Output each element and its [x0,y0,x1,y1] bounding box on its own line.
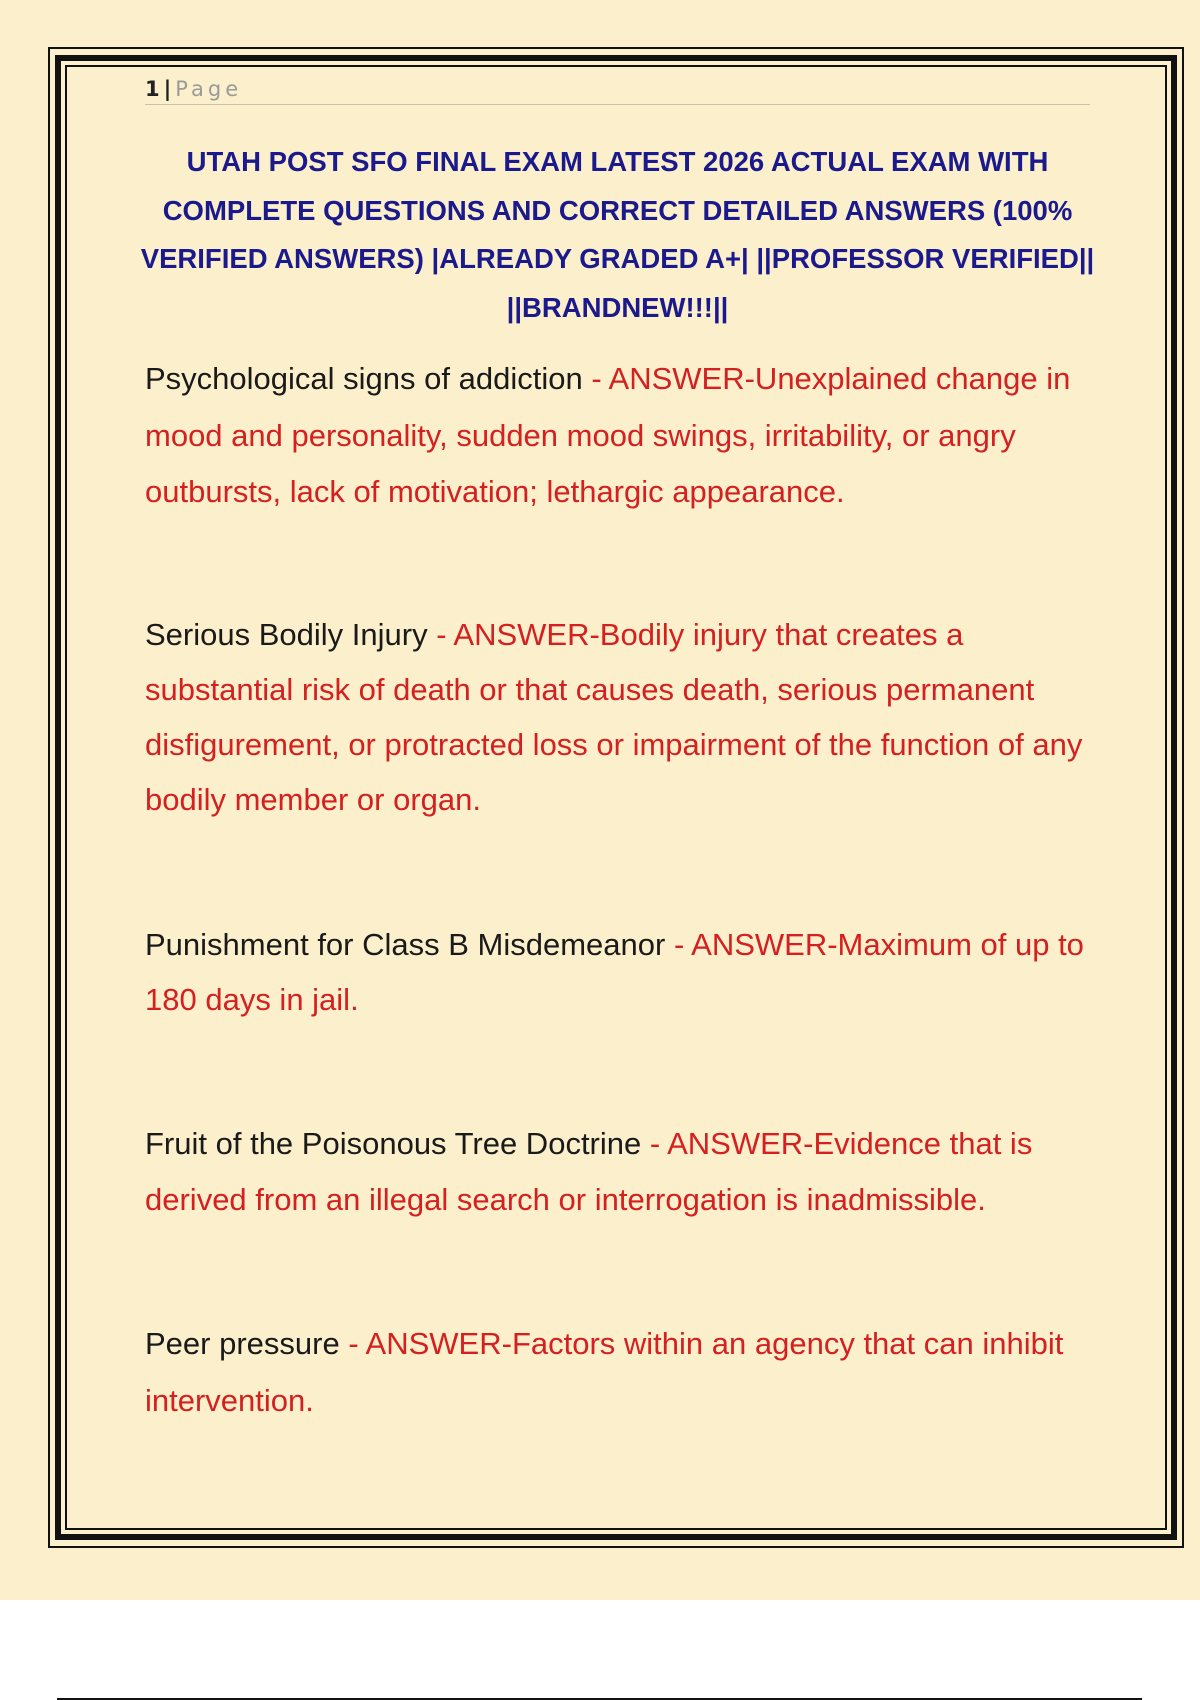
question-term: Peer pressure [145,1326,340,1361]
answer-text: - ANSWER-Maximum of up to 180 days in jail. [145,927,1084,1017]
qa-item [145,607,1095,827]
question-term: Punishment for Class B Misdemeanor [145,927,666,962]
answer-text: - ANSWER-Factors within an agency that can inhibit intervention. [145,1326,1064,1418]
question-term: Serious Bodily Injury [145,617,428,652]
question-term: Psychological signs of addiction [145,361,583,396]
question-term: Fruit of the Poisonous Tree Doctrine [145,1126,642,1161]
answer-text: - ANSWER-Evidence that is derived from an illegal search or interrogation is inadmissible. [145,1126,1033,1217]
page-number: 1 [145,77,160,101]
document-title: UTAH POST SFO FINAL EXAM LATEST 2026 ACTUAL EXAM WITH COMPLETE QUESTIONS AND CORRECT DETAILED ANSWERS (100% VERIFIED ANSWERS) |ALREADY GRADED A+| ||PROFESSOR VERIFIED|| ||BRANDNEW!!!|| [140,146,1095,323]
answer-text: - ANSWER-Bodily injury that creates a substantial risk of death or that causes death, serious permanent disfigurement, or protracted loss or impairment of the function of any bodily member or organ. [145,617,1083,817]
page-header [145,74,1090,105]
page-label: Page [175,77,243,101]
qa-item [145,351,1095,521]
answer-text: - ANSWER-Unexplained change in mood and personality, sudden mood swings, irritability, or angry outbursts, lack of motivation; lethargic appearance. [145,361,1071,509]
page-separator: | [163,77,172,101]
qa-item [145,1116,1095,1228]
qa-item [145,1316,1095,1429]
qa-item [145,917,1095,1027]
